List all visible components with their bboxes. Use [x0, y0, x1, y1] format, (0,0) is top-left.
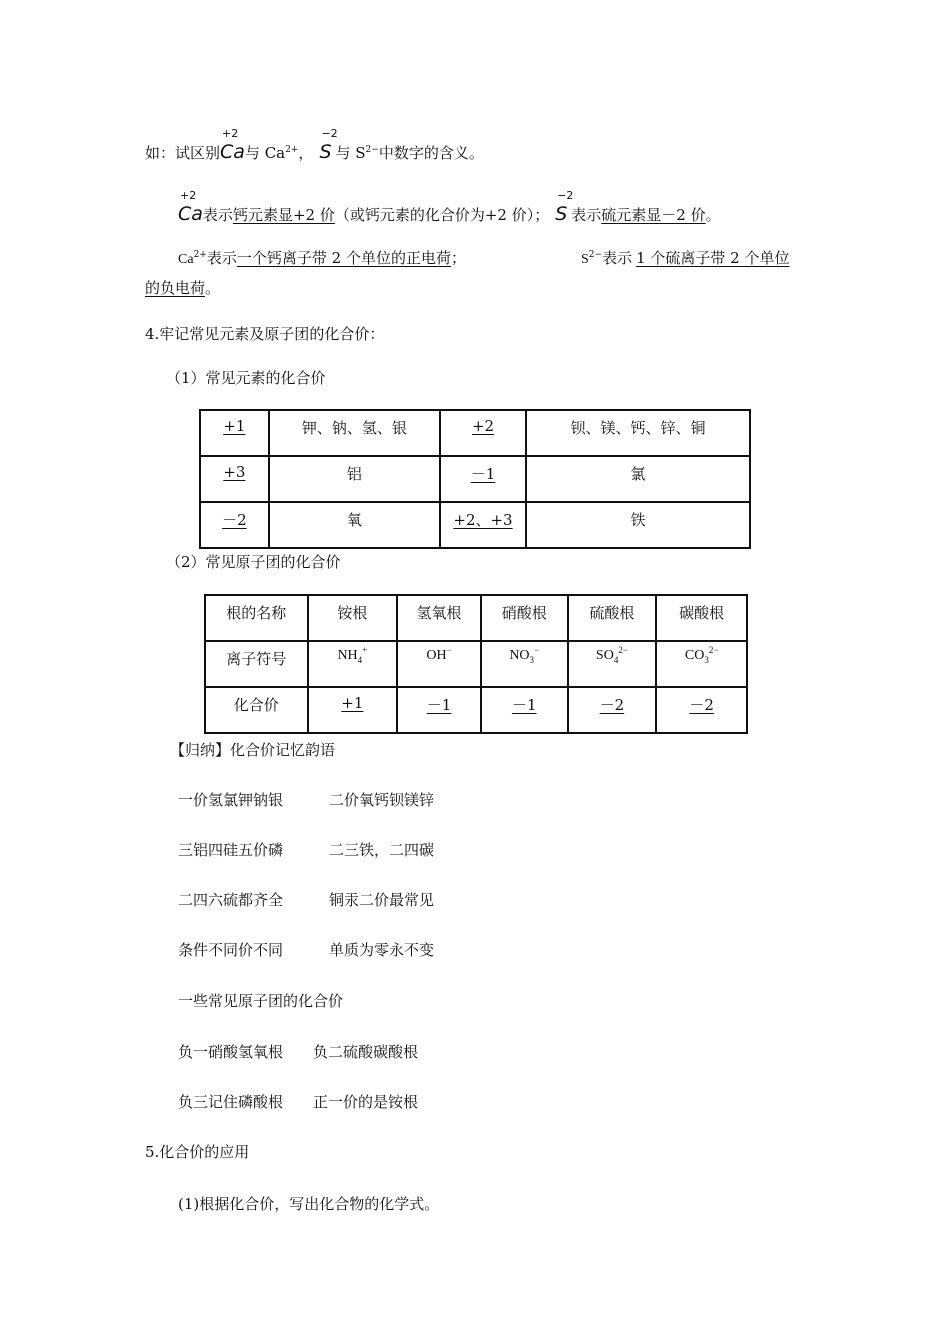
mnemonic-line-1a: 一价氢氯钾钠银: [178, 791, 284, 809]
ion-symbol: $CO_3^{2-}$: [656, 641, 747, 687]
valence-cell: －2: [200, 502, 269, 548]
ca-valence-symbol: [220, 127, 245, 163]
row-label: 根的名称: [205, 595, 308, 641]
mnemonic-line-2b: 二三铁，二四碳: [329, 841, 435, 859]
s-symbol-2: S: [555, 203, 568, 225]
ion-symbol: $SO_4^{2-}$: [568, 641, 657, 687]
table-row: [205, 687, 747, 733]
valence-cell: +2、+3: [440, 502, 526, 548]
elements-cell: 钾、钠、氢、银: [269, 410, 440, 456]
s-ion-text: 表示: [602, 249, 633, 267]
group-name: 氢氧根: [397, 595, 481, 641]
intro-comma: ，: [298, 144, 314, 162]
s-ion-charge: 2−: [365, 145, 379, 155]
ca-ion-symbol: Ca: [178, 252, 194, 267]
ca-valence-line: [178, 189, 721, 225]
intro-line: [145, 127, 484, 163]
s-valence-mark-2: −2: [557, 189, 574, 202]
group-valence: －1: [481, 687, 568, 733]
elements-cell: 铁: [526, 502, 750, 548]
s-ion-line-cont: [145, 278, 220, 298]
intro-and-s: 与 S: [335, 144, 366, 162]
section4-title: 4.牢记常见元素及原子团的化合价：: [145, 325, 385, 343]
mnemonic-line-3b: 铜汞二价最常见: [329, 891, 435, 909]
ca-symbol: Ca: [220, 141, 245, 163]
s-valence-mark: −2: [321, 127, 338, 140]
ca-ion-line: [178, 248, 466, 270]
ion-symbol: $NO_3^-$: [481, 641, 568, 687]
group-mnemonic-2b: 正一价的是铵根: [313, 1093, 419, 1111]
table-row: [200, 410, 750, 456]
section5-sub1: (1)根据化合价，写出化合物的化学式。: [178, 1195, 440, 1213]
ca-ion-semicolon: ；: [450, 249, 466, 267]
ca-valence-answer: 钙元素显+2 价: [232, 206, 335, 224]
intro-prefix: 如：试区别: [145, 144, 221, 162]
mnemonic-line-4b: 单质为零永不变: [329, 941, 435, 959]
elements-cell: 氯: [526, 456, 750, 502]
group-mnemonic-2a: 负三记住磷酸根: [178, 1093, 284, 1111]
mnemonic-line-3a: 二四六硫都齐全: [178, 891, 284, 909]
s-ion-line: [581, 248, 790, 270]
valence-cell: －1: [440, 456, 526, 502]
ca-valence-symbol-2: [178, 189, 203, 225]
ca-ion-answer: 一个钙离子带 2 个单位的正电荷: [236, 249, 451, 267]
s-ion-charge-2: 2−: [588, 250, 603, 260]
elements-valence-table: [199, 409, 751, 549]
mnemonic-heading: 【归纳】化合价记忆韵语: [170, 741, 336, 759]
elements-cell: 钡、镁、钙、锌、铜: [526, 410, 750, 456]
group-name: 硫酸根: [568, 595, 657, 641]
ion-symbol: $NH_4^+$: [308, 641, 398, 687]
group-valence: －1: [397, 687, 481, 733]
ion-symbol: OH−: [397, 641, 481, 687]
s-valence-symbol: [319, 127, 338, 163]
ca-valence-note: （或钙元素的化合价为+2 价）；: [334, 206, 550, 224]
section4-sub2: （2）常见原子团的化合价: [166, 553, 341, 571]
s-valence-symbol-2: [555, 189, 574, 225]
row-label: 化合价: [205, 687, 308, 733]
group-valence: －2: [568, 687, 657, 733]
ca-valence-mark: +2: [222, 127, 239, 140]
table-row: [200, 456, 750, 502]
s-valence-text: 表示: [571, 206, 602, 224]
mnemonic-line-1b: 二价氧钙钡镁锌: [329, 791, 435, 809]
section4-sub1: （1）常见元素的化合价: [166, 369, 326, 387]
valence-cell: +1: [200, 410, 269, 456]
row-label: 离子符号: [205, 641, 308, 687]
group-name: 碳酸根: [656, 595, 747, 641]
s-ion-answer-1: 1 个硫离子带 2 个单位: [636, 249, 790, 267]
group-mnemonic-heading: 一些常见原子团的化合价: [178, 992, 344, 1010]
group-mnemonic-1a: 负一硝酸氢氧根: [178, 1043, 284, 1061]
group-name: 硝酸根: [481, 595, 568, 641]
ca-symbol-2: Ca: [178, 203, 203, 225]
intro-suffix: 中数字的含义。: [378, 144, 484, 162]
ca-ion-charge-2: 2+: [193, 250, 207, 260]
elements-cell: 铝: [269, 456, 440, 502]
table-row: [205, 595, 747, 641]
section5-title: 5.化合价的应用: [145, 1143, 250, 1161]
group-valence: +1: [308, 687, 398, 733]
mnemonic-line-2a: 三铝四硅五价磷: [178, 841, 284, 859]
mnemonic-line-4a: 条件不同价不同: [178, 941, 284, 959]
ca-valence-text: 表示: [202, 206, 233, 224]
ca-ion-text: 表示: [206, 249, 237, 267]
group-mnemonic-1b: 负二硫酸碳酸根: [313, 1043, 419, 1061]
groups-valence-table: [204, 594, 748, 734]
group-valence: －2: [656, 687, 747, 733]
valence-cell: +2: [440, 410, 526, 456]
s-ion-symbol: S: [581, 252, 589, 267]
table-row: [205, 641, 747, 687]
elements-cell: 氧: [269, 502, 440, 548]
ca-valence-mark-2: +2: [180, 189, 197, 202]
intro-and-ca: 与 Ca: [244, 144, 286, 162]
ca-ion-charge: 2+: [285, 145, 299, 155]
table-row: [200, 502, 750, 548]
s-ion-end: 。: [205, 279, 221, 297]
s-symbol: S: [319, 141, 332, 163]
group-name: 铵根: [308, 595, 398, 641]
valence-cell: +3: [200, 456, 269, 502]
s-valence-answer: 硫元素显－2 价: [601, 206, 706, 224]
s-valence-end: 。: [705, 206, 721, 224]
s-ion-answer-2: 的负电荷: [145, 279, 206, 297]
